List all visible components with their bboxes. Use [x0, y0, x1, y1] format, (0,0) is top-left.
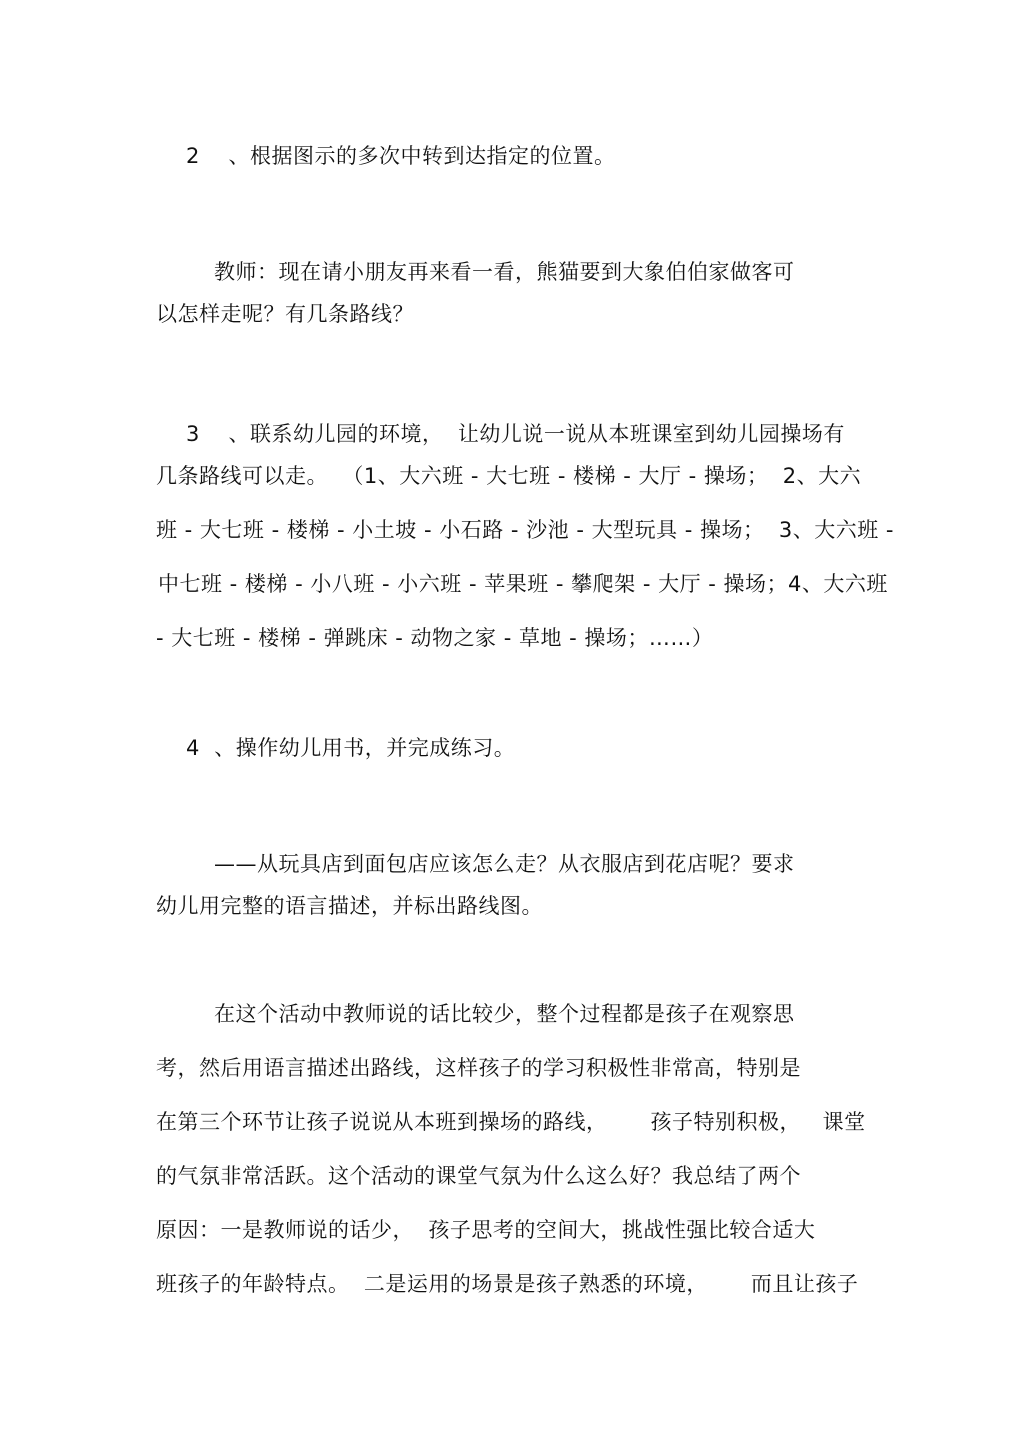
reflection-line-3: 在第三个环节让孩子说说从本班到操场的路线， 孩子特别积极， 课堂 — [156, 1110, 866, 1134]
reflection-line-5: 原因：一是教师说的话少， 孩子思考的空间大，挑战性强比较合适大 — [156, 1218, 816, 1242]
reflection-line-4: 的气氛非常活跃。这个活动的课堂气氛为什么这么好？我总结了两个 — [156, 1164, 801, 1188]
exercise-line-1: ——从玩具店到面包店应该怎么走？从衣服店到花店呢？要求 — [214, 852, 795, 876]
exercise-line-2: 幼儿用完整的语言描述，并标出路线图。 — [156, 894, 543, 918]
reflection-line-1: 在这个活动中教师说的话比较少，整个过程都是孩子在观察思 — [214, 1002, 795, 1026]
step-3-line-3: 班 - 大七班 - 楼梯 - 小土坡 - 小石路 - 沙池 - 大型玩具 - 操场； 3、大六班 - — [156, 518, 894, 542]
step-3-line-1: 3 、联系幼儿园的环境， 让幼儿说一说从本班课室到幼儿园操场有 — [186, 422, 845, 446]
step-4-line: 4 、操作幼儿用书，并完成练习。 — [186, 736, 516, 760]
reflection-line-6: 班孩子的年龄特点。 二是运用的场景是孩子熟悉的环境， 而且让孩子 — [156, 1272, 859, 1296]
step-3-line-2: 几条路线可以走。 （1、大六班 - 大七班 - 楼梯 - 大厅 - 操场； 2、大六 — [156, 464, 862, 488]
step-2-line: 2 、根据图示的多次中转到达指定的位置。 — [186, 144, 616, 168]
step-3-line-5: - 大七班 - 楼梯 - 弹跳床 - 动物之家 - 草地 - 操场；……） — [156, 626, 714, 650]
teacher-question-line-2: 以怎样走呢？有几条路线？ — [156, 302, 414, 326]
reflection-line-2: 考，然后用语言描述出路线，这样孩子的学习积极性非常高，特别是 — [156, 1056, 801, 1080]
teacher-question-line-1: 教师：现在请小朋友再来看一看，熊猫要到大象伯伯家做客可 — [214, 260, 795, 284]
step-3-line-4: 中七班 - 楼梯 - 小八班 - 小六班 - 苹果班 - 攀爬架 - 大厅 - 操场；4、大六班 — [158, 572, 888, 596]
